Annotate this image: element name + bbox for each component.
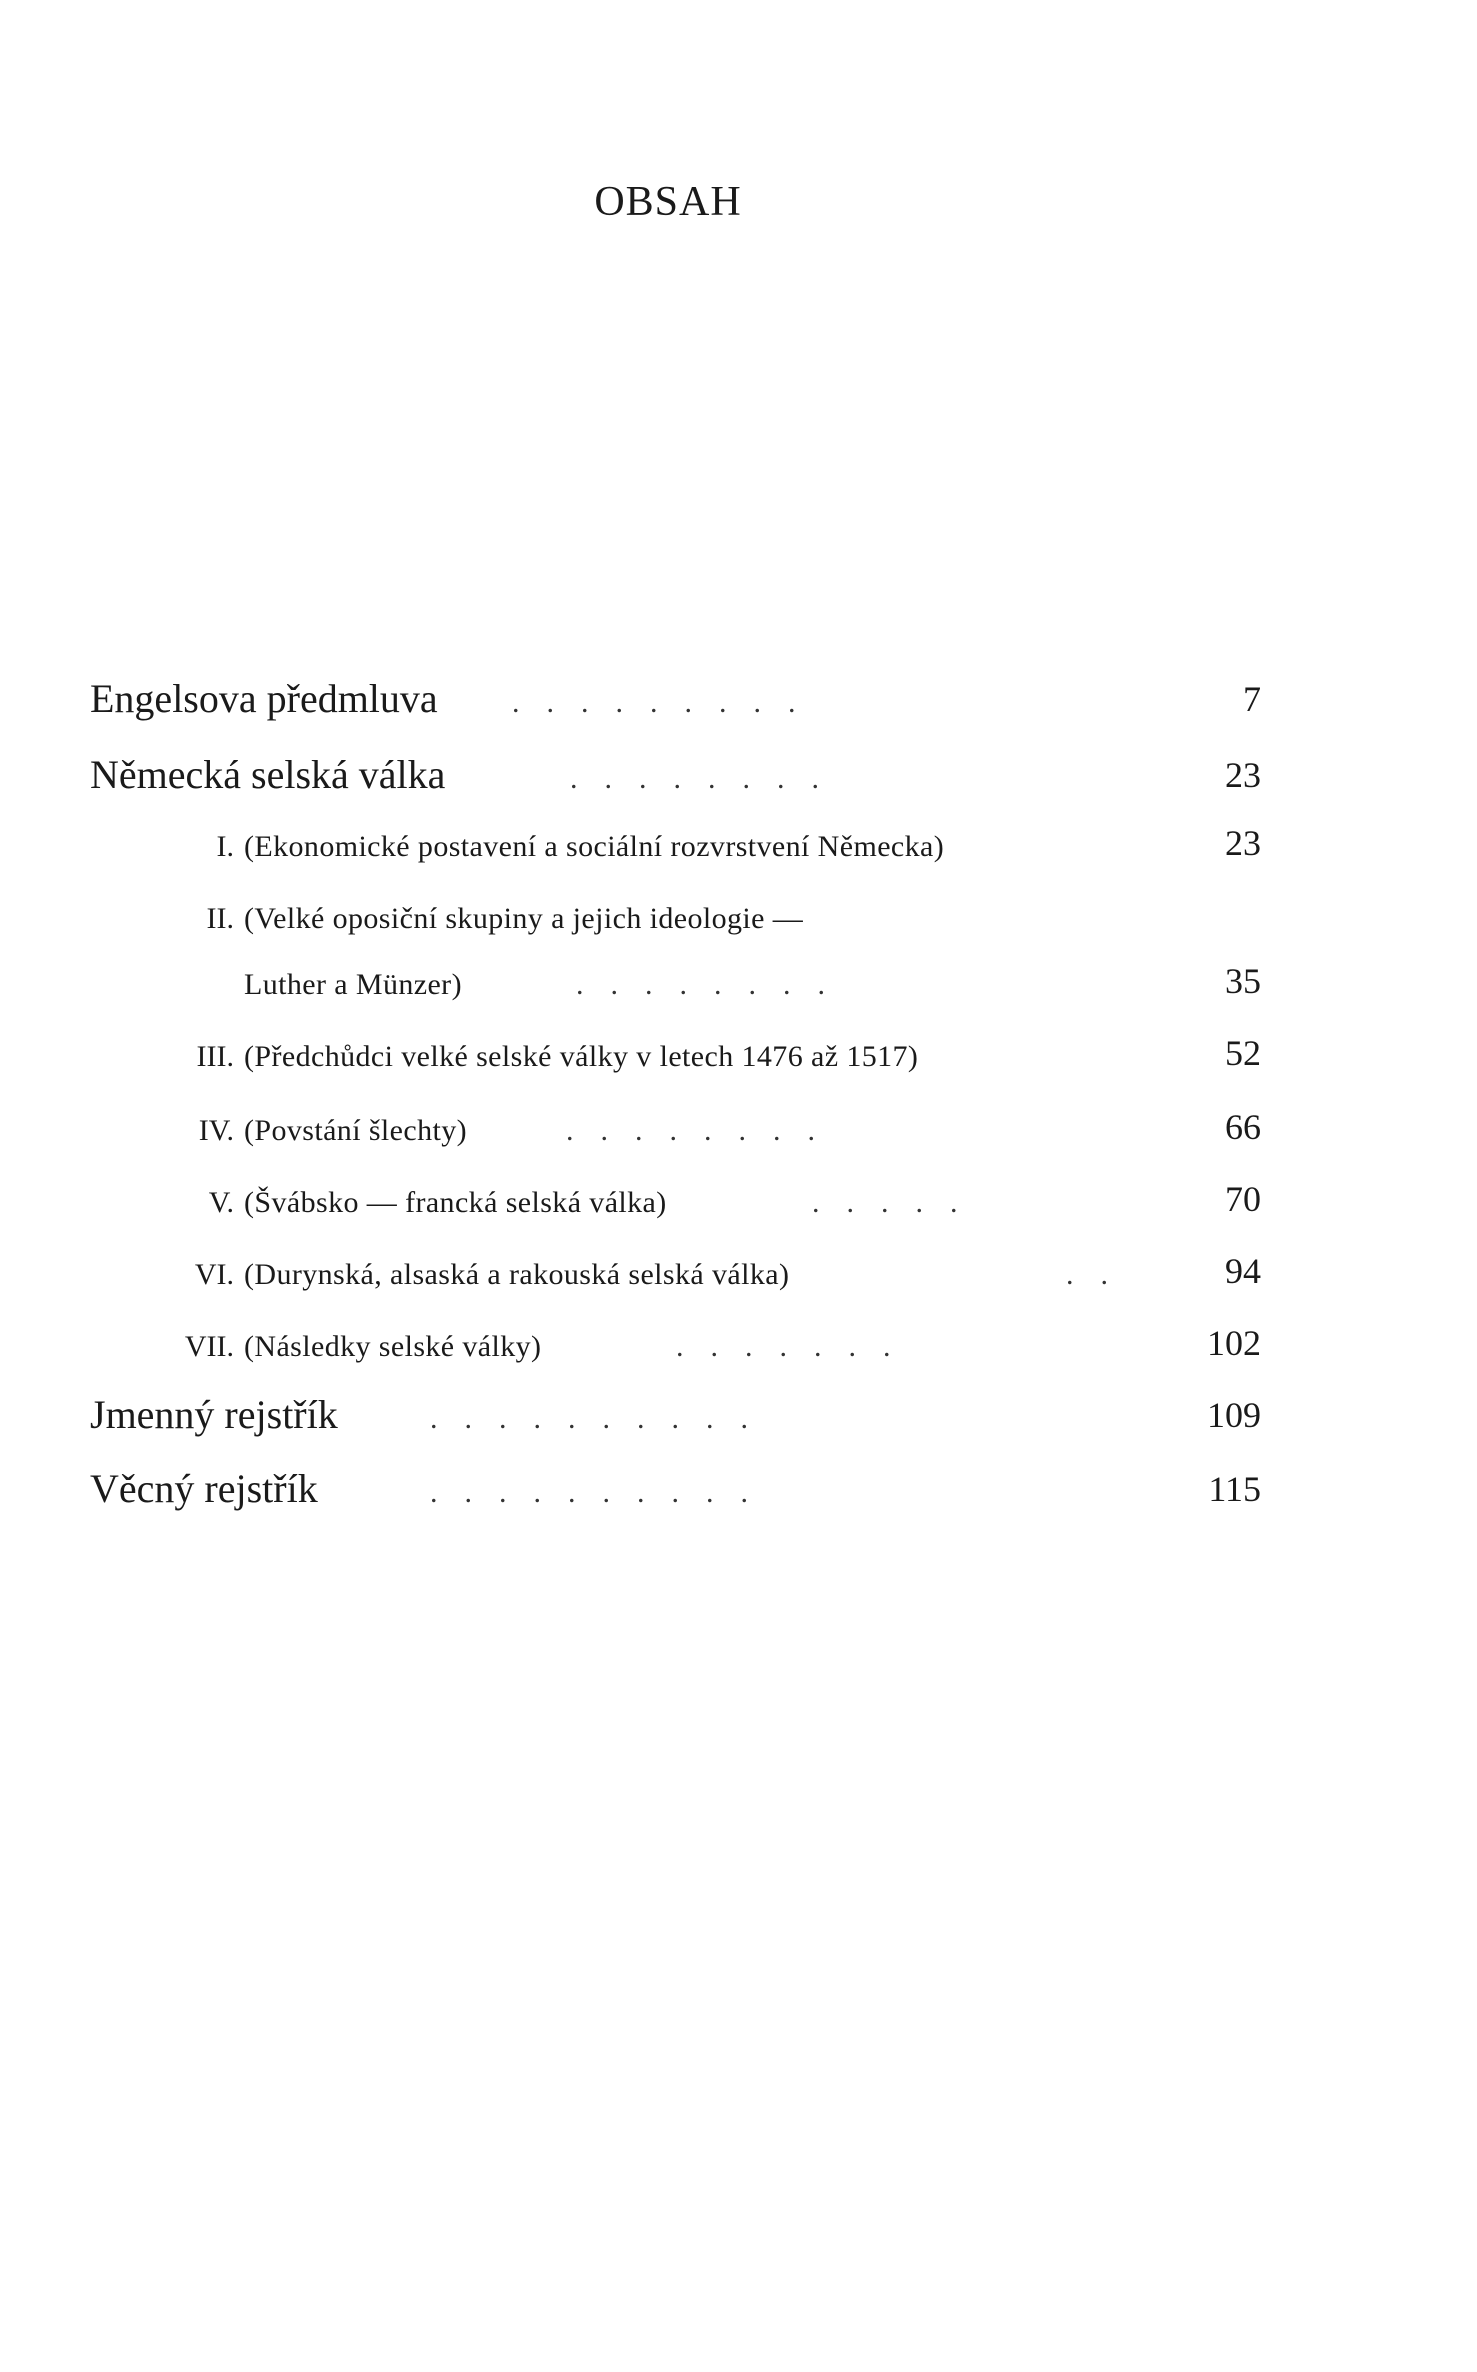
dot-leader: ....... — [676, 1330, 918, 1363]
dot-leader: ........ — [570, 762, 846, 795]
entry-label: Jmenný rejstřík — [90, 1392, 338, 1437]
entry-page: 102 — [1207, 1323, 1261, 1363]
dot-leader: .. — [1066, 1258, 1135, 1291]
toc-entry — [0, 1022, 1477, 1082]
toc-entry — [0, 1458, 1477, 1518]
dot-leader: ......... — [512, 686, 823, 719]
entry-page: 23 — [1225, 755, 1261, 795]
toc-entry — [0, 1384, 1477, 1444]
toc-entry — [0, 1168, 1477, 1228]
entry-number: III. — [196, 1040, 234, 1073]
entry-page: 7 — [1243, 679, 1261, 719]
entry-page: 109 — [1207, 1395, 1261, 1435]
toc-entry — [0, 1096, 1477, 1156]
entry-page: 52 — [1225, 1033, 1261, 1073]
dot-leader: .......... — [430, 1476, 775, 1509]
entry-label: Luther a Münzer) — [244, 968, 462, 1001]
toc-entry-continuation — [0, 950, 1477, 1010]
entry-label: Věcný rejstřík — [90, 1466, 318, 1511]
toc-entry — [0, 668, 1477, 728]
entry-label: (Předchůdci velké selské války v letech 1476 až 1517) — [244, 1040, 919, 1073]
toc-entry — [0, 1240, 1477, 1300]
entry-label: (Švábsko — francká selská válka) — [244, 1186, 667, 1219]
entry-page: 35 — [1225, 961, 1261, 1001]
entry-page: 115 — [1208, 1469, 1261, 1509]
entry-label: (Ekonomické postavení a sociální rozvrstvení Německa) — [244, 830, 945, 863]
entry-label: (Velké oposiční skupiny a jejich ideologie — — [244, 902, 804, 935]
toc-entry — [0, 884, 1477, 944]
entry-number: I. — [216, 830, 234, 863]
entry-page: 70 — [1225, 1179, 1261, 1219]
entry-number: V. — [208, 1186, 234, 1219]
toc-entry — [0, 1312, 1477, 1372]
entry-number: II. — [206, 902, 234, 935]
entry-label: (Povstání šlechty) — [244, 1114, 468, 1147]
dot-leader: ........ — [576, 968, 852, 1001]
dot-leader: ..... — [812, 1186, 985, 1219]
entry-label: (Následky selské války) — [244, 1330, 542, 1363]
page-title: OBSAH — [594, 179, 742, 225]
toc-entry — [0, 744, 1477, 804]
entry-number: VI. — [194, 1258, 234, 1291]
dot-leader: ........ — [566, 1114, 842, 1147]
entry-number: IV. — [198, 1114, 234, 1147]
entry-label: Německá selská válka — [90, 752, 446, 797]
entry-page: 94 — [1225, 1251, 1261, 1291]
entry-page: 66 — [1225, 1107, 1261, 1147]
dot-leader: .......... — [430, 1402, 775, 1435]
entry-label: Engelsova předmluva — [90, 676, 438, 721]
entry-number: VII. — [184, 1330, 234, 1363]
toc-entry — [0, 812, 1477, 872]
entry-label: (Durynská, alsaská a rakouská selská válka) — [244, 1258, 790, 1291]
entry-page: 23 — [1225, 823, 1261, 863]
